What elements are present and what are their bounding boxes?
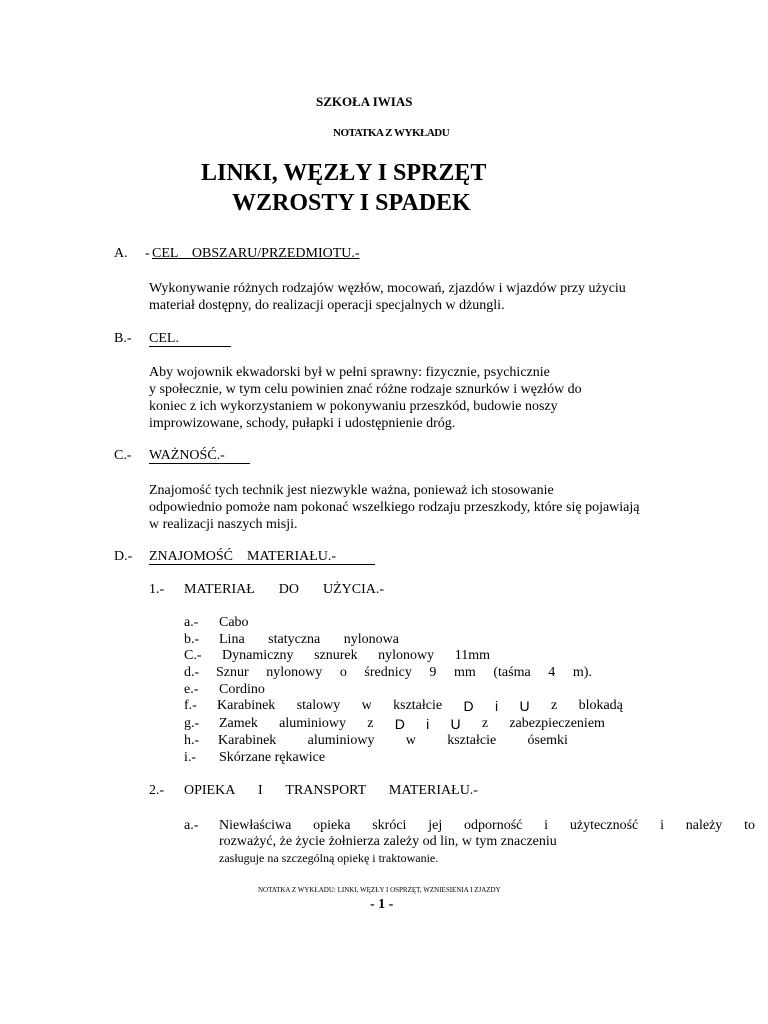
subsection-2-number: 2.-: [149, 783, 165, 798]
heading-word: MATERIAŁU.-: [388, 783, 478, 798]
title-line-2: WZROSTY I SPADEK: [232, 190, 471, 216]
word: z: [481, 716, 489, 731]
section-c-heading: WAŻNOŚĆ.-: [149, 448, 250, 464]
word: zabezpieczeniem: [509, 716, 605, 731]
word: nylonowy: [378, 648, 435, 663]
word: 11mm: [454, 648, 490, 663]
subsection-2-heading: [184, 783, 478, 799]
section-a-letter: A.: [114, 246, 128, 261]
list-item-text: [216, 665, 592, 681]
paragraph-line: odpowiednio pomoże nam pokonać wszelkiego rodzaju przeszkody, które się pojawiają: [149, 500, 640, 515]
paragraph-line: Znajomość tych technik jest niezwykle ważna, ponieważ ich stosowanie: [149, 483, 554, 498]
lecture-note-label: NOTATKA Z WYKŁADU: [333, 127, 450, 139]
heading-word: DO: [278, 582, 299, 597]
list-item-label: a.-: [184, 615, 199, 630]
word: kształcie: [447, 733, 497, 748]
subsection-1-number: 1.-: [149, 582, 165, 597]
heading-word: UŻYCIA.-: [322, 582, 384, 597]
word: sznurek: [314, 648, 358, 663]
paragraph-line: y społecznie, w tym celu powinien znać różne rodzaje sznurków i węzłów do: [149, 382, 582, 397]
word: z: [550, 698, 558, 713]
list-item-label: h.-: [184, 733, 200, 748]
school-name: SZKOŁA IWIAS: [316, 94, 413, 109]
word: m).: [572, 665, 592, 680]
section-d-letter: D.-: [114, 549, 133, 564]
word: z: [367, 716, 374, 731]
list-item-label: i.-: [184, 750, 197, 765]
word: mm: [454, 665, 476, 680]
list-item-text: Skórzane rękawice: [219, 750, 326, 765]
list-item-text: [217, 698, 623, 714]
list-item-text: [218, 733, 568, 749]
section-c-paragraph: [149, 482, 709, 533]
section-a-heading: CEL OBSZARU/PRZEDMIOTU.-: [152, 246, 360, 261]
word: to: [744, 818, 755, 833]
word: Sznur: [216, 665, 249, 680]
word: nylonowy: [266, 665, 323, 680]
word: blokadą: [578, 698, 623, 713]
heading-word: OPIEKA: [184, 783, 236, 798]
word: skróci: [372, 818, 407, 833]
list-item-text-line: zasługuje na szczególną opiekę i traktowanie.: [219, 851, 439, 865]
word: 4: [548, 665, 556, 680]
word: Niewłaściwa: [219, 818, 292, 833]
subsection-1-heading: [184, 582, 384, 598]
section-b-paragraph: [149, 364, 709, 432]
word: stalowy: [296, 698, 341, 713]
word: Lina: [219, 632, 245, 647]
word: nylonowa: [343, 632, 399, 647]
word: w: [361, 698, 372, 713]
word: o: [339, 665, 347, 680]
paragraph-line: koniec z ich wykorzystaniem w pokonywaniu przeszkód, budowie noszy: [149, 399, 558, 414]
word: (taśma: [493, 665, 531, 680]
word: U: [450, 716, 461, 732]
word: U: [519, 698, 530, 714]
list-item-label: b.-: [184, 632, 200, 647]
paragraph-line: improwizowane, schody, pułapki i udostępnienie dróg.: [149, 416, 456, 431]
word: D: [394, 716, 405, 732]
word: aluminiowy: [307, 733, 375, 748]
paragraph-line: Aby wojownik ekwadorski był w pełni sprawny: fizycznie, psychicznie: [149, 365, 550, 380]
list-item-label: a.-: [184, 818, 199, 833]
list-item-label: C.-: [184, 648, 202, 663]
word: D: [463, 698, 474, 714]
section-b-heading: CEL.: [149, 331, 231, 347]
list-item-label: g.-: [184, 716, 200, 731]
list-item-label: d.-: [184, 665, 200, 680]
word: kształcie: [393, 698, 443, 713]
title-line-1: LINKI, WĘZŁY I SPRZĘT: [201, 160, 487, 186]
section-d-heading: ZNAJOMOŚĆ MATERIAŁU.-: [149, 549, 375, 565]
word: średnicy: [364, 665, 412, 680]
list-item-text: [219, 716, 605, 732]
heading-word: MATERIAŁ: [184, 582, 255, 597]
list-item-text: Cabo: [219, 615, 249, 630]
list-item-text-line: [219, 818, 755, 834]
word: i: [426, 716, 430, 732]
section-c-letter: C.-: [114, 448, 132, 463]
word: Dynamiczny: [222, 648, 294, 663]
list-item-label: f.-: [184, 698, 197, 713]
list-item-text: Cordino: [219, 682, 265, 697]
list-item-text: [219, 632, 399, 648]
word: Karabinek: [217, 698, 276, 713]
word: Zamek: [219, 716, 258, 731]
section-a-paragraph: [149, 280, 669, 314]
list-item-label: e.-: [184, 682, 199, 697]
word: i: [494, 698, 499, 714]
word: 9: [429, 665, 437, 680]
heading-word: TRANSPORT: [285, 783, 367, 798]
word: opieka: [313, 818, 351, 833]
word: jej: [428, 818, 443, 833]
word: aluminiowy: [279, 716, 347, 731]
word: i: [544, 818, 549, 833]
word: użyteczność: [569, 818, 639, 833]
word: i: [660, 818, 664, 833]
word: ósemki: [527, 733, 568, 748]
word: odporność: [464, 818, 523, 833]
heading-word: I: [258, 783, 263, 798]
section-a-dash: -: [145, 246, 150, 261]
page-number: - 1 -: [370, 897, 394, 912]
page-footer: NOTATKA Z WYKŁADU: LINKI, WĘZŁY I OSPRZĘT, WZNIESIENIA I ZJAZDY: [258, 886, 501, 894]
paragraph-line: materiał dostępny, do realizacji operacji specjalnych w dżungli.: [149, 298, 505, 313]
paragraph-line: w realizacji naszych misji.: [149, 517, 298, 532]
list-item-text-line: rozważyć, że życie żołnierza zależy od lin, w tym znaczeniu: [219, 834, 557, 849]
paragraph-line: Wykonywanie różnych rodzajów węzłów, mocowań, zjazdów i wjazdów przy użyciu: [149, 281, 626, 296]
word: w: [405, 733, 416, 748]
word: Karabinek: [218, 733, 277, 748]
list-item-text: [222, 648, 490, 664]
section-b-letter: B.-: [114, 331, 132, 346]
word: należy: [685, 818, 723, 833]
word: statyczna: [268, 632, 321, 647]
